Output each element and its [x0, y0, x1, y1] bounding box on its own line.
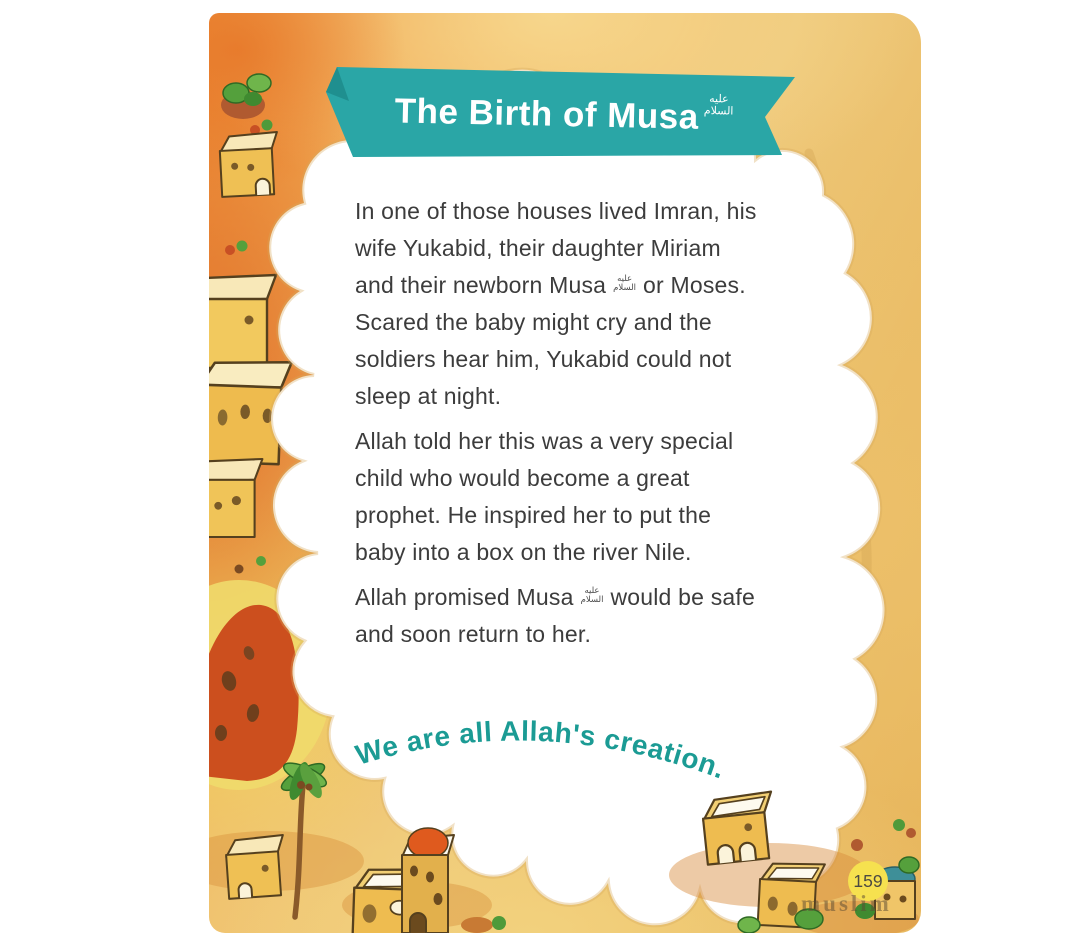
house-icon — [209, 275, 276, 368]
house-icon — [209, 459, 262, 537]
story-text — [355, 193, 757, 661]
house-icon — [225, 835, 287, 899]
slogan-text: We are all Allah's creation. — [352, 715, 730, 785]
paragraph-2 — [355, 423, 757, 571]
red-dome-icon — [209, 605, 299, 781]
text-line: and their newborn Musa عليه السلام or Moses. — [355, 272, 746, 298]
title-text: The Birth of Musa — [394, 91, 700, 137]
text-line: wife Yukabid, their daughter Miriam — [355, 235, 721, 261]
text-line: and soon return to her. — [355, 621, 592, 647]
text-line: baby into a box on the river Nile. — [355, 539, 692, 565]
text-line: Allah promised Musa عليه السلام would be safe — [355, 584, 755, 610]
text-line: child who would become a great — [355, 465, 690, 491]
honorific-alayhis-salam-icon: عليه السلام — [703, 93, 734, 118]
honorific-alayhis-salam-icon: عليه السلام — [580, 584, 604, 604]
rock-and-bush-icon — [221, 74, 271, 119]
text-line: Allah told her this was a very special — [355, 428, 734, 454]
book-page-scan — [209, 13, 921, 933]
text-line: prophet. He inspired her to put the — [355, 502, 712, 528]
paragraph-3 — [355, 579, 757, 653]
text-line: In one of those houses lived Imran, his — [355, 198, 757, 224]
page-number: 159 — [853, 871, 883, 891]
text-line: Scared the baby might cry and the — [355, 309, 712, 335]
page-title — [328, 80, 799, 150]
watermark-text: muslim — [801, 891, 892, 916]
dome-tower-icon — [402, 828, 454, 933]
house-icon — [701, 792, 778, 865]
text-line: soldiers hear him, Yukabid could not — [355, 346, 732, 372]
text-line: sleep at night. — [355, 383, 502, 409]
honorific-alayhis-salam-icon: عليه السلام — [613, 272, 637, 292]
paragraph-1 — [355, 193, 757, 415]
house-icon — [219, 132, 280, 197]
